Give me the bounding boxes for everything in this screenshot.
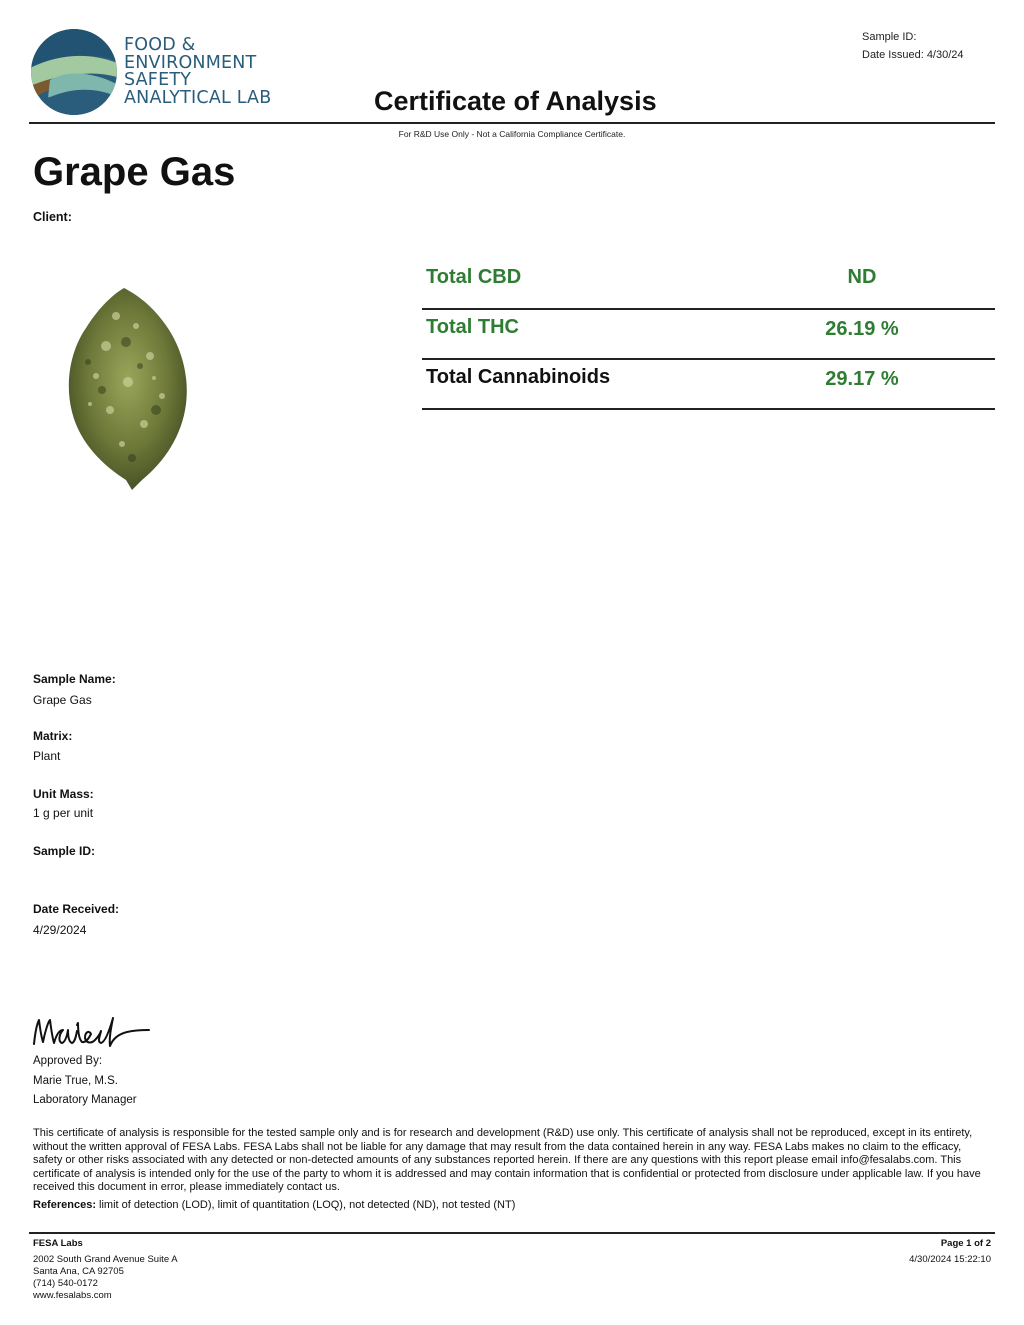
summary-row-total-cannabinoids: [422, 362, 995, 410]
approval-block: [33, 1052, 137, 1111]
summary-value: 26.19 %: [825, 318, 899, 340]
sample-name-label: Sample Name:: [33, 672, 116, 686]
footer-company: FESA Labs: [33, 1238, 83, 1249]
rd-use-note: For R&D Use Only - Not a California Compliance Certificate.: [398, 129, 626, 139]
summary-row-total-thc: [422, 312, 995, 360]
approver-name: Marie True, M.S.: [33, 1074, 118, 1087]
document-meta: [862, 28, 964, 64]
document-title: Certificate of Analysis: [374, 86, 657, 116]
summary-row-total-cbd: [422, 262, 995, 310]
disclaimer-text: This certificate of analysis is responsible for the tested sample only and is for research and development (R&D) use only. This certificate of analysis shall not be reproduced, except in its entirety, without the written approval of FESA Labs. FESA Labs shall not be liable for any damage that may result from the data contained herein in any way. FESA Labs makes no claim to the efficacy, safety or other risks associated with any detected or non-detected amounts of any substances reported herein. If there are any questions with this report please email info@fesalabs.com. This certificate of analysis is intended only for the use of the party to whom it is addressed and may contain information that is confidential or protected from disclosure under applicable law. If you have received this document in error, please immediately contact us.: [33, 1127, 981, 1193]
footer-website[interactable]: www.fesalabs.com: [33, 1290, 112, 1301]
date-received-label: Date Received:: [33, 902, 120, 916]
approver-role: Laboratory Manager: [33, 1094, 137, 1106]
footer-address-line2: Santa Ana, CA 92705: [33, 1266, 124, 1277]
references-label: References:: [33, 1199, 96, 1211]
sample-id-header: Sample ID:: [862, 31, 917, 43]
footer-address-line1: 2002 South Grand Avenue Suite A: [33, 1254, 178, 1265]
date-received-value: 4/29/2024: [33, 923, 87, 937]
product-photo: [66, 286, 190, 492]
footer-phone: (714) 540-0172: [33, 1278, 98, 1289]
footer-divider: [29, 1232, 995, 1234]
client-label: Client:: [33, 210, 72, 224]
sample-name-value: Grape Gas: [33, 693, 92, 707]
references-text: limit of detection (LOD), limit of quantitation (LOQ), not detected (ND), not tested (NT): [99, 1199, 516, 1211]
logo-emblem-icon: [30, 28, 120, 118]
matrix-value: Plant: [33, 749, 61, 763]
header-divider: [29, 122, 995, 124]
page-number: Page 1 of 2: [940, 1238, 991, 1249]
logo-line: FOOD &: [124, 35, 196, 55]
summary-value: 29.17 %: [825, 368, 899, 390]
references: [33, 1199, 515, 1211]
summary-label: Total Cannabinoids: [426, 366, 611, 388]
logo-wordmark: [124, 37, 271, 107]
logo-line: ENVIRONMENT: [124, 52, 257, 73]
footer-address: [33, 1238, 178, 1302]
product-name: Grape Gas: [33, 150, 236, 194]
summary-value: ND: [847, 266, 877, 288]
summary-label: Total THC: [426, 316, 519, 338]
unit-mass-label: Unit Mass:: [33, 787, 94, 801]
approver-signature: [31, 1012, 153, 1052]
logo-line: SAFETY: [124, 70, 192, 90]
summary-label: Total CBD: [426, 266, 522, 288]
sample-id-label: Sample ID:: [33, 844, 96, 858]
matrix-label: Matrix:: [33, 729, 73, 743]
date-issued: Date Issued: 4/30/24: [862, 49, 964, 61]
footer-timestamp: 4/30/2024 15:22:10: [909, 1254, 991, 1265]
footer-page-info: [909, 1238, 991, 1266]
unit-mass-value: 1 g per unit: [33, 806, 94, 820]
approved-by-label: Approved By:: [33, 1055, 103, 1067]
potency-summary: [422, 262, 995, 412]
logo-line: ANALYTICAL LAB: [124, 87, 272, 108]
